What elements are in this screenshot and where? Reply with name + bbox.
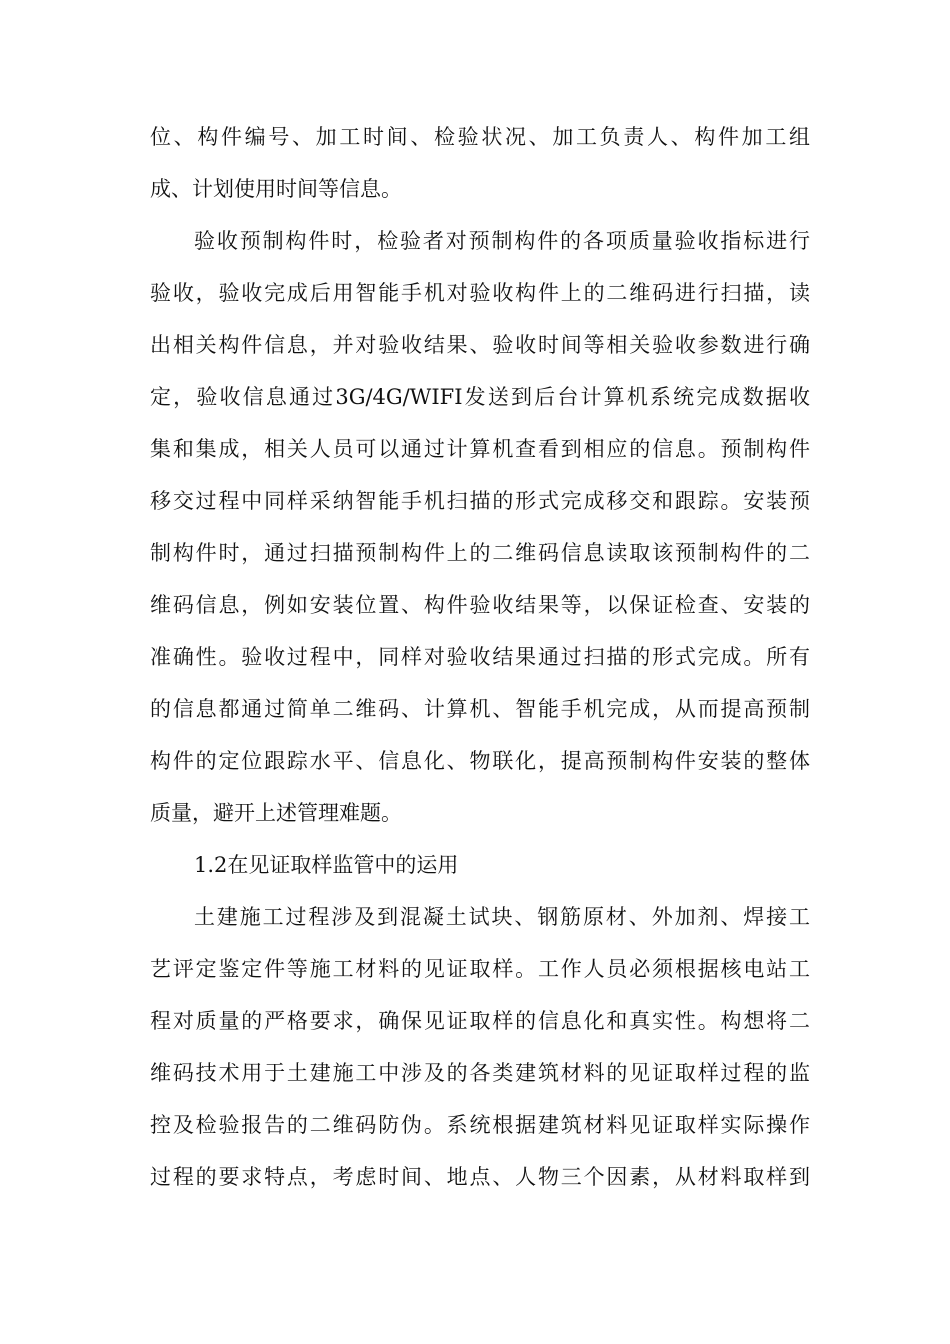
- text-line: 控及检验报告的二维码防伪。系统根据建筑材料见证取样实际操作: [150, 1113, 810, 1137]
- text-line: 质量，避开上述管理难题。: [150, 801, 402, 825]
- text-line: 准确性。验收过程中，同样对验收结果通过扫描的形式完成。所有: [150, 645, 810, 669]
- text-line: 定，验收信息通过3G/4G/WIFI发送到后台计算机系统完成数据收: [150, 385, 810, 409]
- text-line: 移交过程中同样采纳智能手机扫描的形式完成移交和跟踪。安装预: [150, 489, 810, 513]
- paragraph-first-line: 土建施工过程涉及到混凝土试块、钢筋原材、外加剂、焊接工: [194, 905, 810, 929]
- text-line: 构件的定位跟踪水平、信息化、物联化，提高预制构件安装的整体: [150, 749, 810, 773]
- text-line: 维码信息，例如安装位置、构件验收结果等，以保证检查、安装的: [150, 593, 810, 617]
- text-line: 验收，验收完成后用智能手机对验收构件上的二维码进行扫描，读: [150, 281, 810, 305]
- text-line: 集和集成，相关人员可以通过计算机查看到相应的信息。预制构件: [150, 437, 810, 461]
- paragraph-first-line: 验收预制构件时，检验者对预制构件的各项质量验收指标进行: [194, 229, 810, 253]
- text-line: 的信息都通过简单二维码、计算机、智能手机完成，从而提高预制: [150, 697, 810, 721]
- section-heading: 1.2在见证取样监管中的运用: [194, 853, 459, 877]
- text-line: 程对质量的严格要求，确保见证取样的信息化和真实性。构想将二: [150, 1009, 810, 1033]
- text-line: 成、计划使用时间等信息。: [150, 177, 402, 201]
- text-line: 出相关构件信息，并对验收结果、验收时间等相关验收参数进行确: [150, 333, 810, 357]
- text-line: 艺评定鉴定件等施工材料的见证取样。工作人员必须根据核电站工: [150, 957, 810, 981]
- text-line: 制构件时，通过扫描预制构件上的二维码信息读取该预制构件的二: [150, 541, 810, 565]
- text-line: 维码技术用于土建施工中涉及的各类建筑材料的见证取样过程的监: [150, 1061, 810, 1085]
- text-line: 过程的要求特点，考虑时间、地点、人物三个因素，从材料取样到: [150, 1165, 810, 1189]
- text-line: 位、构件编号、加工时间、检验状况、加工负责人、构件加工组: [150, 125, 810, 149]
